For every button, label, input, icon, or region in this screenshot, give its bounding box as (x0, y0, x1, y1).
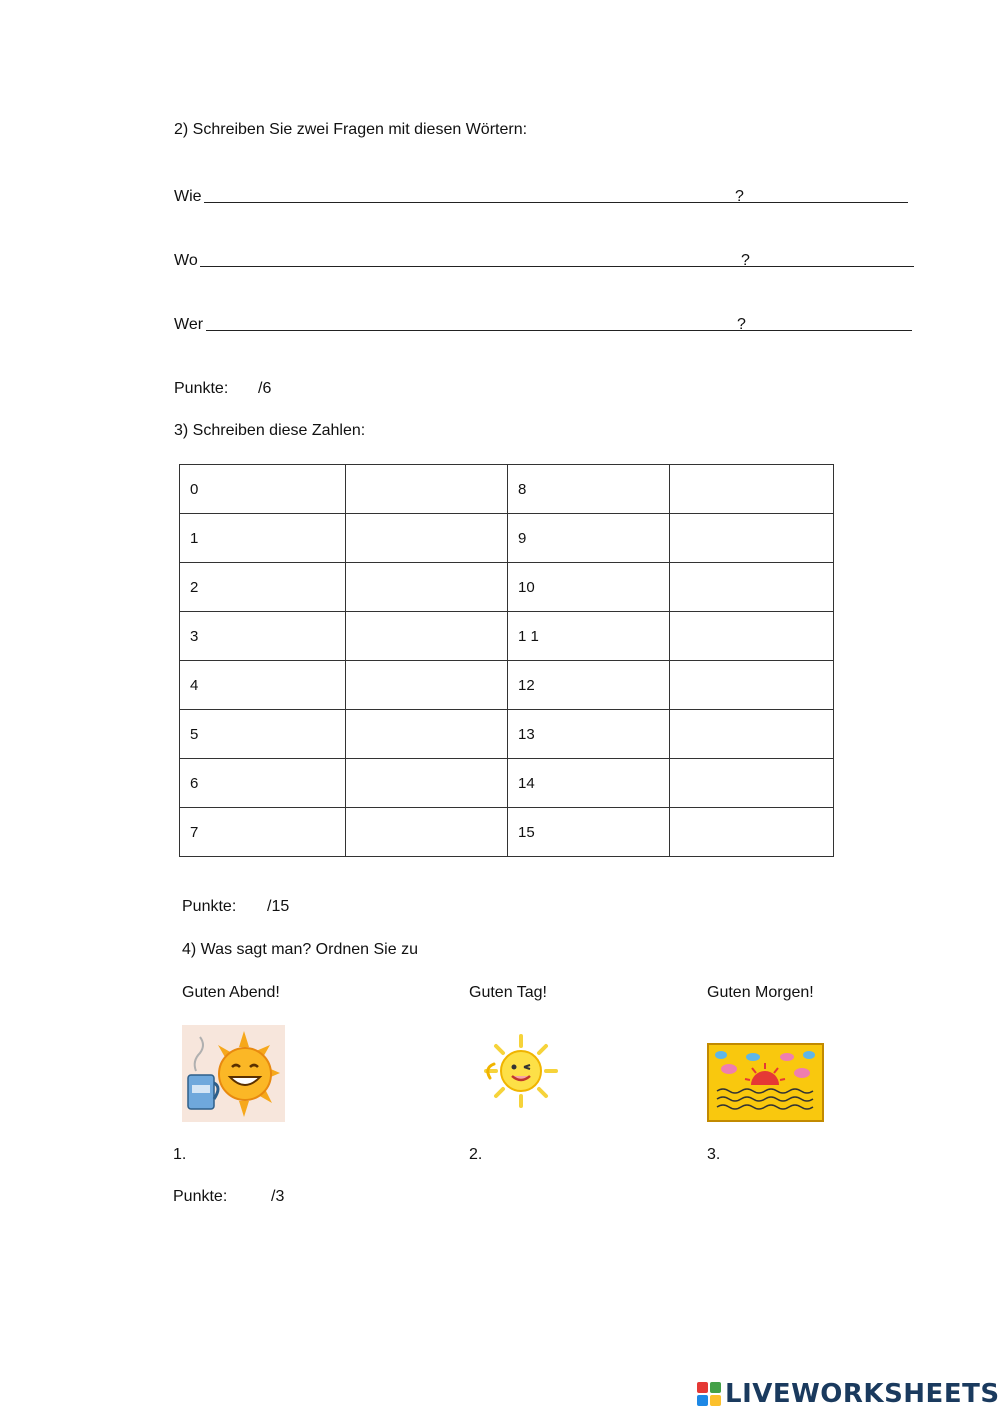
answer-cell[interactable] (670, 808, 834, 857)
table-row (180, 661, 834, 710)
answer-underline (204, 202, 908, 203)
section-3-points-value: /15 (267, 898, 290, 915)
number-cell: 3 (180, 612, 346, 661)
question-line-wie[interactable] (174, 184, 754, 206)
table-row (180, 563, 834, 612)
logo-block (710, 1395, 721, 1406)
answer-cell[interactable] (346, 514, 508, 563)
number-cell: 9 (508, 514, 670, 563)
answer-cell[interactable] (670, 563, 834, 612)
section-2-title: 2) Schreiben Sie zwei Fragen mit diesen Wörtern: (174, 121, 528, 138)
numbers-table (179, 464, 834, 857)
answer-cell[interactable] (346, 465, 508, 514)
number-cell: 4 (180, 661, 346, 710)
number-cell: 7 (180, 808, 346, 857)
answer-cell[interactable] (346, 759, 508, 808)
question-prefix: Wer (174, 316, 204, 333)
table-row (180, 465, 834, 514)
greeting-option-2[interactable]: Guten Tag! (469, 984, 547, 1001)
question-line-wer[interactable] (174, 312, 754, 334)
answer-cell[interactable] (670, 710, 834, 759)
question-mark: ? (741, 252, 750, 269)
answer-cell[interactable] (346, 710, 508, 759)
question-prefix: Wie (174, 188, 202, 205)
answer-cell[interactable] (346, 661, 508, 710)
section-3-points-label: Punkte: (182, 898, 237, 915)
number-cell: 6 (180, 759, 346, 808)
logo-wordmark: LIVEWORKSHEETS (725, 1379, 1000, 1409)
section-4-title: 4) Was sagt man? Ordnen Sie zu (182, 941, 418, 958)
number-cell: 5 (180, 710, 346, 759)
answer-underline (200, 266, 914, 267)
logo-block (697, 1382, 708, 1393)
section-2-points-value: /6 (258, 380, 272, 397)
answer-cell[interactable] (670, 465, 834, 514)
logo-block (697, 1395, 708, 1406)
logo-block (710, 1382, 721, 1393)
picture-number-1: 1. (173, 1146, 187, 1163)
sunset-picture (707, 1043, 824, 1122)
number-cell: 15 (508, 808, 670, 857)
liveworksheets-logo (697, 1377, 1000, 1411)
number-cell: 1 1 (508, 612, 670, 661)
number-cell: 2 (180, 563, 346, 612)
answer-cell[interactable] (670, 612, 834, 661)
answer-cell[interactable] (670, 661, 834, 710)
number-cell: 8 (508, 465, 670, 514)
section-2-points-label: Punkte: (174, 380, 229, 397)
answer-cell[interactable] (670, 759, 834, 808)
number-cell: 12 (508, 661, 670, 710)
section-3-title: 3) Schreiben diese Zahlen: (174, 422, 366, 439)
number-cell: 0 (180, 465, 346, 514)
answer-cell[interactable] (346, 808, 508, 857)
answer-cell[interactable] (346, 612, 508, 661)
number-cell: 10 (508, 563, 670, 612)
question-prefix: Wo (174, 252, 198, 269)
section-4-points-label: Punkte: (173, 1188, 228, 1205)
answer-underline (206, 330, 912, 331)
sun-with-mug-picture (182, 1025, 285, 1122)
table-row (180, 514, 834, 563)
answer-cell[interactable] (346, 563, 508, 612)
greeting-option-3[interactable]: Guten Morgen! (707, 984, 814, 1001)
question-mark: ? (737, 316, 746, 333)
table-row (180, 808, 834, 857)
number-cell: 1 (180, 514, 346, 563)
table-row (180, 710, 834, 759)
question-mark: ? (735, 188, 744, 205)
section-4-points-value: /3 (271, 1188, 285, 1205)
table-row (180, 759, 834, 808)
table-row (180, 612, 834, 661)
question-line-wo[interactable] (174, 248, 754, 270)
number-cell: 14 (508, 759, 670, 808)
greeting-option-1[interactable]: Guten Abend! (182, 984, 280, 1001)
answer-cell[interactable] (670, 514, 834, 563)
number-cell: 13 (508, 710, 670, 759)
logo-blocks-icon (697, 1382, 721, 1406)
picture-number-2: 2. (469, 1146, 483, 1163)
picture-number-3: 3. (707, 1146, 721, 1163)
winking-sun-picture (478, 1032, 564, 1110)
